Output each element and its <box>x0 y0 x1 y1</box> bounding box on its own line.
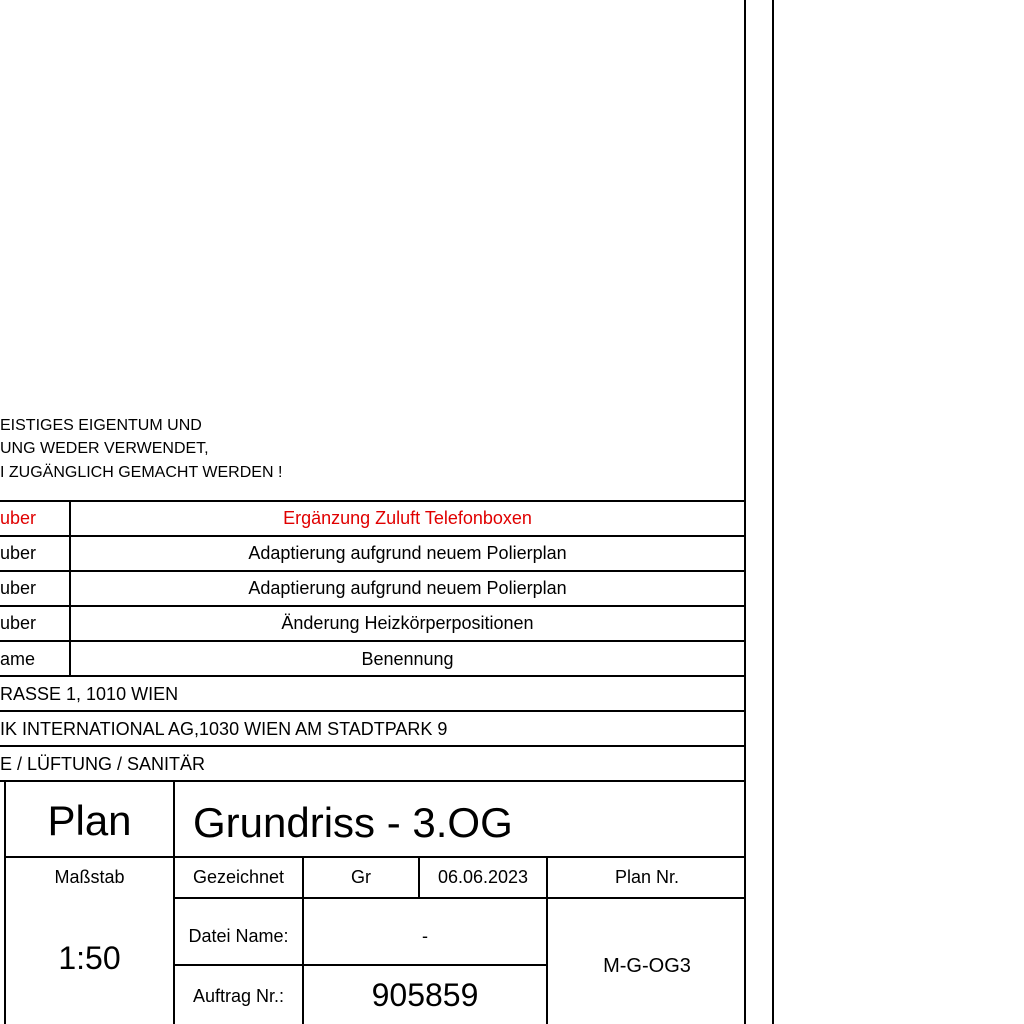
table-border <box>0 500 746 502</box>
plan-title: Grundriss - 3.OG <box>193 799 513 846</box>
revision-author: ame <box>0 649 36 669</box>
revision-author: uber <box>0 508 37 528</box>
drawn-label: Gezeichnet <box>192 867 285 887</box>
table-border <box>0 640 746 642</box>
revision-author: uber <box>0 543 37 563</box>
table-border <box>0 780 746 782</box>
plan-no-value: M-G-OG3 <box>603 955 691 977</box>
client-info: IK INTERNATIONAL AG,1030 WIEN AM STADTPARK 9 <box>0 719 448 739</box>
drawn-by: Gr <box>351 867 371 887</box>
plan-no-label: Plan Nr. <box>614 867 680 887</box>
notice-line-2: UNG WEDER VERWENDET, <box>0 440 209 457</box>
table-border <box>0 710 746 712</box>
notice-line-3: I ZUGÄNGLICH GEMACHT WERDEN ! <box>0 464 283 481</box>
revision-description: Adaptierung aufgrund neuem Polierplan <box>248 543 567 563</box>
revision-description: Benennung <box>361 649 454 669</box>
table-border <box>0 570 746 572</box>
notice-line-1: EISTIGES EIGENTUM UND <box>0 417 202 434</box>
outer-frame-border <box>772 0 774 1024</box>
revision-description: Änderung Heizkörperpositionen <box>281 613 534 633</box>
title-block-border <box>173 897 746 899</box>
revision-author: uber <box>0 578 37 598</box>
revision-description: Adaptierung aufgrund neuem Polierplan <box>248 578 567 598</box>
table-border <box>0 535 746 537</box>
file-name-value: - <box>422 926 428 946</box>
table-border <box>0 605 746 607</box>
revision-description: Ergänzung Zuluft Telefonboxen <box>283 508 532 528</box>
title-block-border <box>4 856 746 858</box>
plan-label: Plan <box>47 797 132 844</box>
revision-author: uber <box>0 613 37 633</box>
scale-label: Maßstab <box>54 867 125 887</box>
discipline-info: E / LÜFTUNG / SANITÄR <box>0 754 206 774</box>
order-no-label: Auftrag Nr.: <box>192 986 285 1006</box>
table-border <box>0 675 746 677</box>
drawing-date: 06.06.2023 <box>437 867 529 887</box>
scale-value: 1:50 <box>58 940 121 976</box>
title-block-border <box>173 964 548 966</box>
project-address: RASSE 1, 1010 WIEN <box>0 684 179 704</box>
table-border <box>0 745 746 747</box>
file-name-label: Datei Name: <box>188 926 289 946</box>
order-no-value: 905859 <box>371 977 479 1013</box>
